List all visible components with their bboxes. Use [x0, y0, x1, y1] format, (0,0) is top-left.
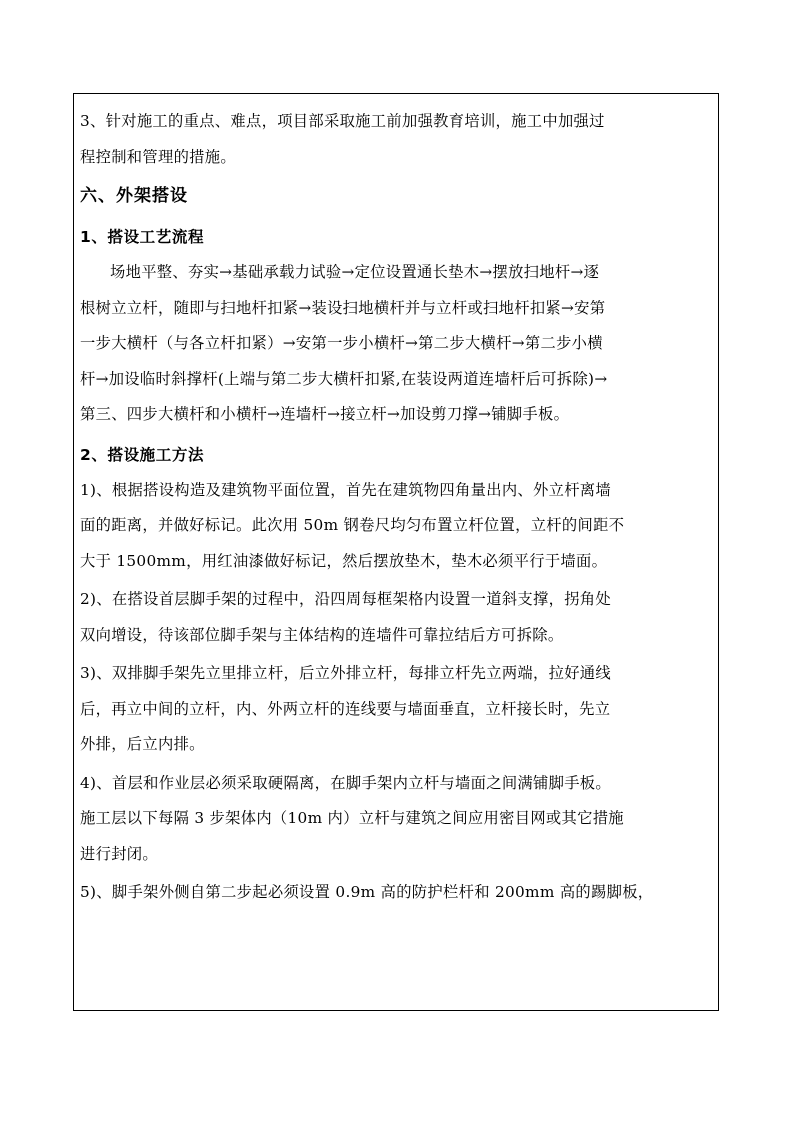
text-line: 程控制和管理的措施。	[80, 147, 236, 166]
text-line: 5)、脚手架外侧自第二步起必须设置 0.9m 高的防护栏杆和 200mm 高的踢脚板，	[80, 883, 654, 901]
text-line: 场地平整、夯实→基础承载力试验→定位设置通长垫木→摆放扫地杆→逐	[110, 263, 600, 281]
text-line: 3)、双排脚手架先立里排立杆，后立外排立杆，每排立杆先立两端，拉好通线	[80, 664, 611, 682]
method-item-1	[80, 473, 712, 580]
method-item-4	[80, 766, 712, 873]
text-line: 外排，后立内排。	[80, 735, 205, 753]
section-heading-six: 六、外架搭设	[80, 186, 188, 206]
document-table-cell	[73, 93, 719, 1011]
text-line: 双向增设，待该部位脚手架与主体结构的连墙件可靠拉结后方可拆除。	[80, 625, 564, 644]
text-line: 一步大横杆（与各立杆扣紧）→安第一步小横杆→第二步大横杆→第二步小横	[80, 334, 603, 352]
text-line: 杆→加设临时斜撑杆(上端与第二步大横杆扣紧,在装设两道连墙杆后可拆除)→	[80, 369, 608, 388]
method-item-2	[80, 582, 712, 653]
method-item-5	[80, 875, 712, 911]
text-line: 进行封闭。	[80, 844, 158, 863]
subheading-construction-method: 2、搭设施工方法	[80, 445, 205, 464]
text-line: 3、针对施工的重点、难点，项目部采取施工前加强教育培训，施工中加强过	[80, 112, 605, 130]
text-line: 后，再立中间的立杆，内、外两立杆的连线要与墙面垂直，立杆接长时，先立	[80, 699, 611, 718]
method-item-3	[80, 656, 712, 763]
text-line: 2)、在搭设首层脚手架的过程中，沿四周每框架格内设置一道斜支撑，拐角处	[80, 590, 611, 608]
subheading-process-flow: 1、搭设工艺流程	[80, 228, 205, 246]
text-line: 4)、首层和作业层必须采取硬隔离，在脚手架内立杆与墙面之间满铺脚手板。	[80, 773, 611, 792]
text-line: 面的距离，并做好标记。此次用 50m 钢卷尺均匀布置立杆位置，立杆的间距不	[80, 516, 625, 534]
section3-intro-paragraph	[80, 104, 712, 175]
text-line: 根树立立杆，随即与扫地杆扣紧→装设扫地横杆并与立杆或扫地杆扣紧→安第	[80, 298, 606, 317]
process-flow-paragraph	[80, 255, 712, 433]
text-line: 1)、根据搭设构造及建筑物平面位置，首先在建筑物四角量出内、外立杆离墙	[80, 480, 611, 499]
text-line: 施工层以下每隔 3 步架体内（10m 内）立杆与建筑之间应用密目网或其它措施	[80, 809, 624, 827]
text-line: 大于 1500mm，用红油漆做好标记，然后摆放垫木，垫木必须平行于墙面。	[80, 551, 608, 570]
text-line: 第三、四步大横杆和小横杆→连墙杆→接立杆→加设剪刀撑→铺脚手板。	[80, 405, 570, 423]
